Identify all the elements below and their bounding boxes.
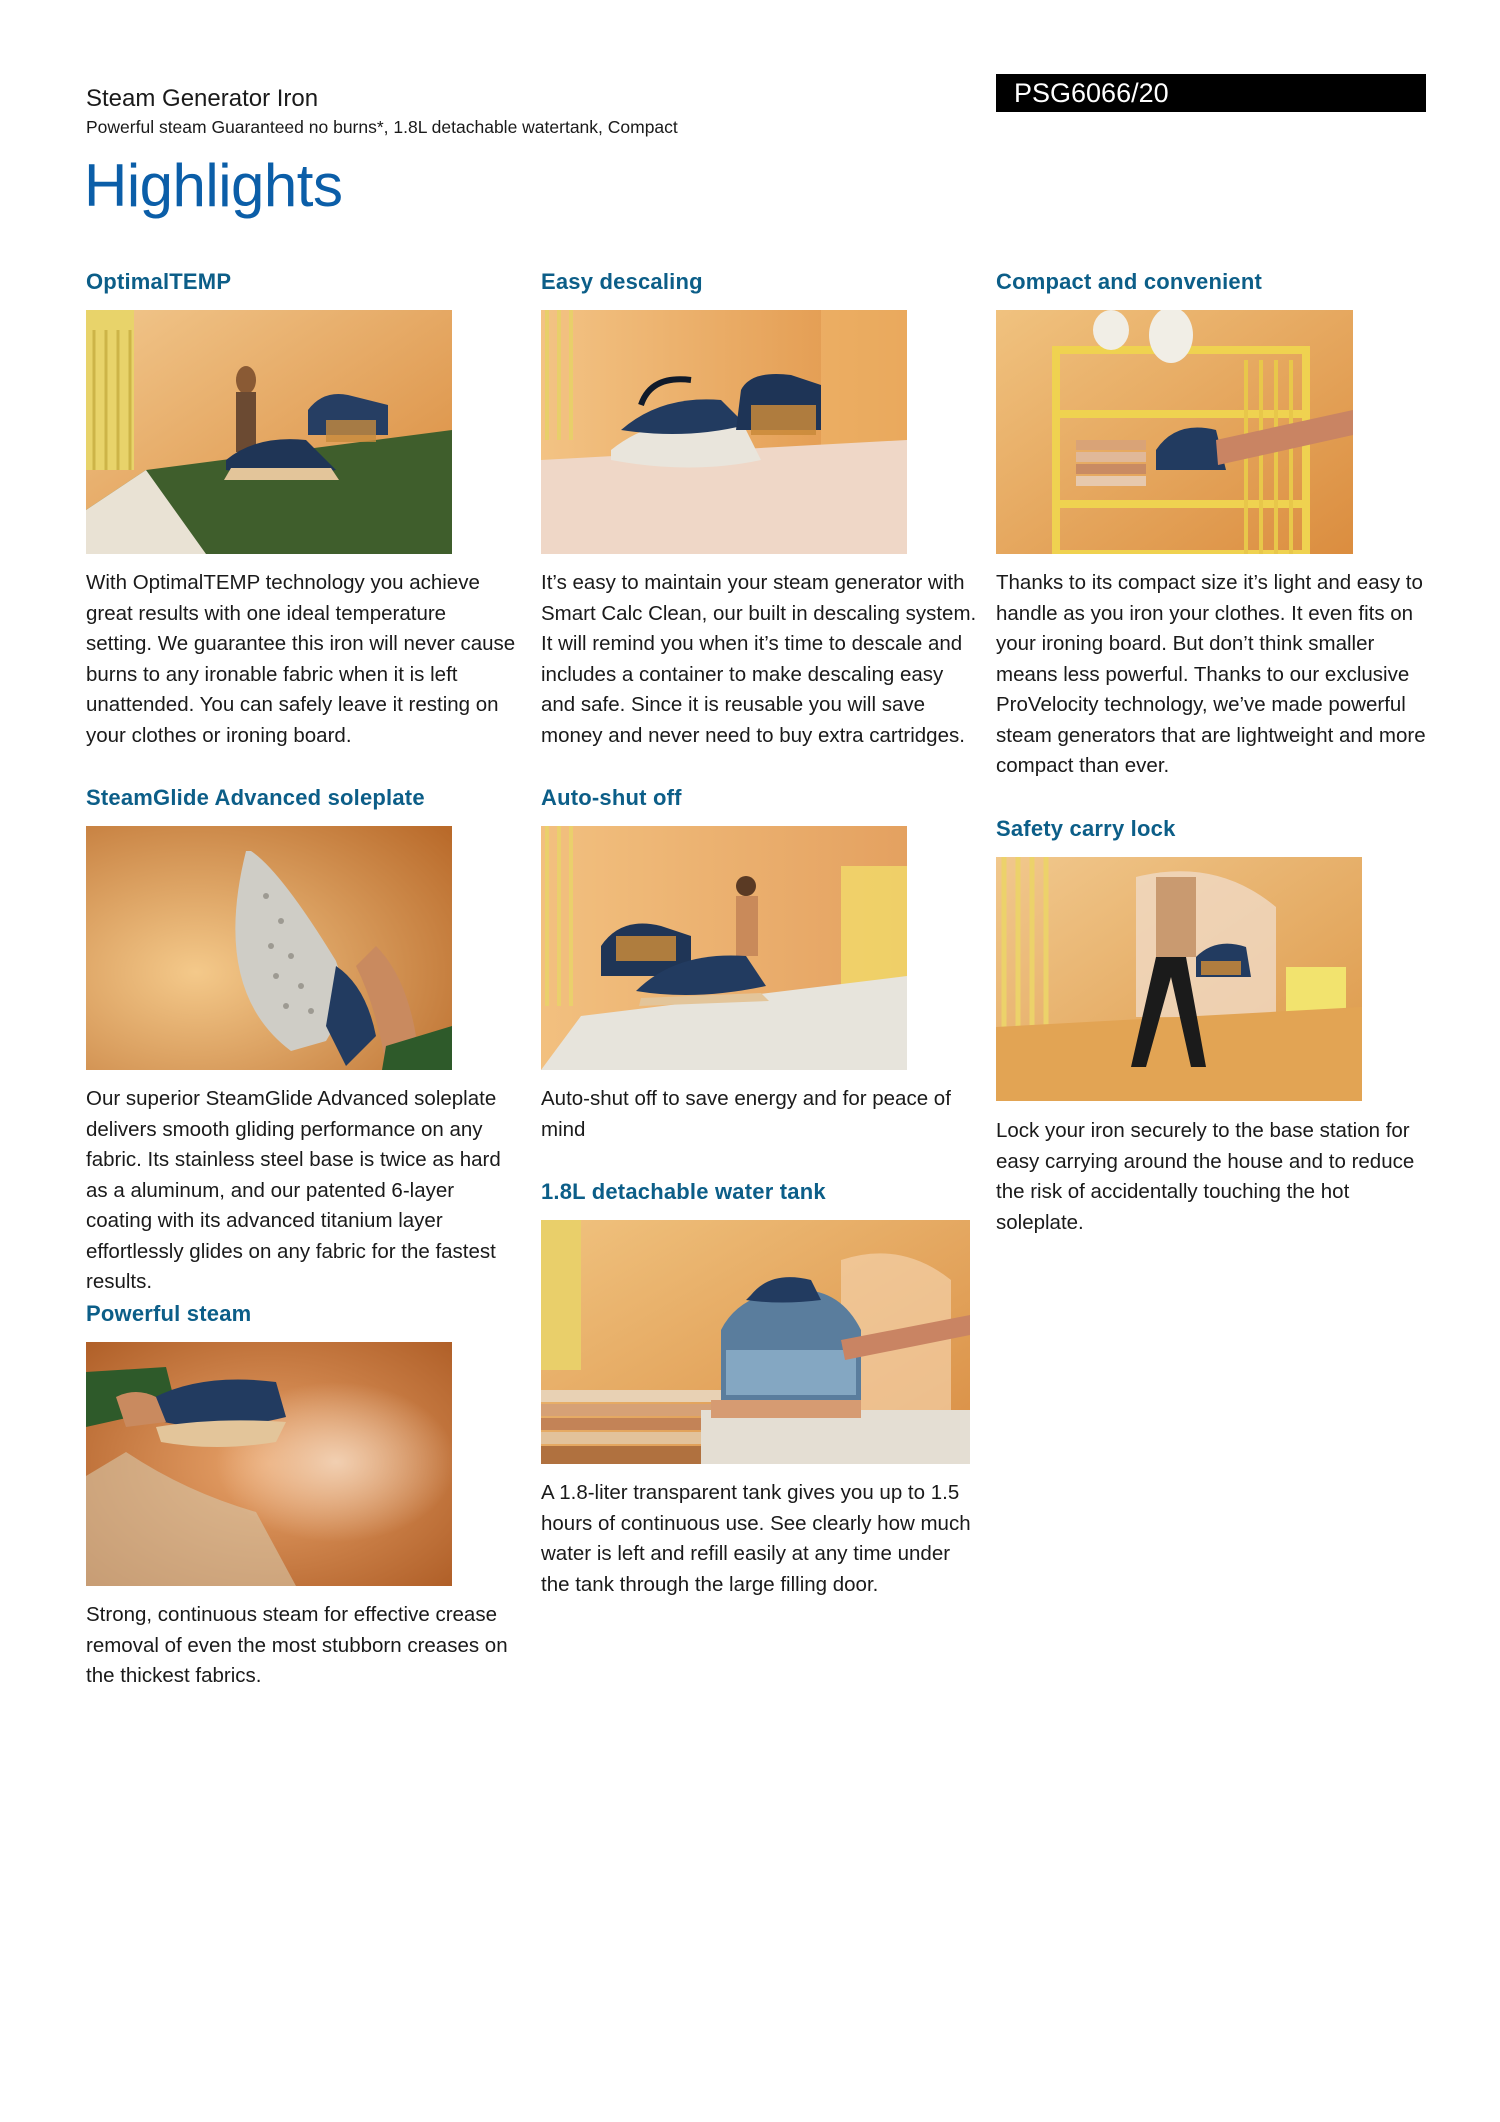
- feature-heading: Safety carry lock: [996, 816, 1176, 841]
- product-header: [86, 84, 678, 138]
- product-subtitle: Powerful steam Guaranteed no burns*, 1.8L detachable watertank, Compact: [86, 117, 678, 137]
- feature-compact: [996, 268, 1426, 554]
- feature-heading: OptimalTEMP: [86, 269, 232, 294]
- feature-water-tank-text: [541, 1478, 981, 1600]
- feature-steamglide: [86, 784, 516, 1070]
- feature-heading: Auto-shut off: [541, 785, 682, 810]
- feature-description: Thanks to its compact size it’s light and easy to handle as you iron your clothes. It even fits on your ironing board. But don’t think smaller means less powerful. Thanks to our exclusive ProVelocity technology, we’ve made powerful steam generators that are lightweight and more compact than ever.: [996, 571, 1426, 777]
- feature-heading: 1.8L detachable water tank: [541, 1179, 826, 1204]
- feature-easy-descaling: [541, 268, 971, 554]
- feature-heading: SteamGlide Advanced soleplate: [86, 785, 425, 810]
- safety-carry-lock-photo: [996, 857, 1362, 1101]
- feature-steamglide-text: [86, 1084, 516, 1298]
- powerful-steam-photo: [86, 1342, 452, 1586]
- feature-description: Lock your iron securely to the base station for easy carrying around the house and to reduce the risk of accidentally touching the hot soleplate.: [996, 1119, 1415, 1234]
- auto-shut-off-photo: [541, 826, 907, 1070]
- feature-powerful-steam: [86, 1300, 516, 1586]
- feature-description: Strong, continuous steam for effective crease removal of even the most stubborn creases on the thickest fabrics.: [86, 1603, 508, 1687]
- feature-water-tank: [541, 1178, 981, 1464]
- feature-heading: Powerful steam: [86, 1301, 252, 1326]
- feature-safety-carry-lock-text: [996, 1116, 1426, 1238]
- steamglide-photo: [86, 826, 452, 1070]
- feature-auto-shut-off-text: [541, 1084, 971, 1145]
- easy-descaling-photo: [541, 310, 907, 554]
- compact-photo: [996, 310, 1353, 554]
- feature-optimaltemp: [86, 268, 516, 554]
- feature-optimaltemp-text: [86, 568, 516, 751]
- feature-safety-carry-lock: [996, 815, 1426, 1101]
- feature-auto-shut-off: [541, 784, 971, 1070]
- feature-description: Auto-shut off to save energy and for peace of mind: [541, 1087, 951, 1141]
- feature-description: With OptimalTEMP technology you achieve great results with one ideal temperature setting. We guarantee this iron will never cause burns to any ironable fabric when it is left unattended. You can safely leave it resting on your clothes or ironing board.: [86, 571, 516, 747]
- model-number-badge: PSG6066/20: [996, 74, 1426, 112]
- feature-powerful-steam-text: [86, 1600, 516, 1692]
- feature-description: It’s easy to maintain your steam generator with Smart Calc Clean, our built in descaling system. It will remind you when it’s time to descale and includes a container to make descaling easy and safe. Since it is reusable you will save money and never need to buy extra cartridges.: [541, 571, 977, 747]
- feature-heading: Compact and convenient: [996, 269, 1262, 294]
- feature-compact-text: [996, 568, 1436, 782]
- feature-description: Our superior SteamGlide Advanced soleplate delivers smooth gliding performance on any fabric. Its stainless steel base is twice as hard as a aluminum, and our patented 6-layer coating with its advanced titanium layer effortlessly glides on any fabric for the fastest results.: [86, 1087, 501, 1293]
- water-tank-photo: [541, 1220, 970, 1464]
- page-title: Highlights: [84, 152, 343, 219]
- feature-description: A 1.8-liter transparent tank gives you up to 1.5 hours of continuous use. See clearly how much water is left and refill easily at any time under the tank through the large filling door.: [541, 1481, 971, 1596]
- feature-easy-descaling-text: [541, 568, 981, 751]
- feature-heading: Easy descaling: [541, 269, 703, 294]
- product-type: Steam Generator Iron: [86, 85, 319, 112]
- optimaltemp-photo: [86, 310, 452, 554]
